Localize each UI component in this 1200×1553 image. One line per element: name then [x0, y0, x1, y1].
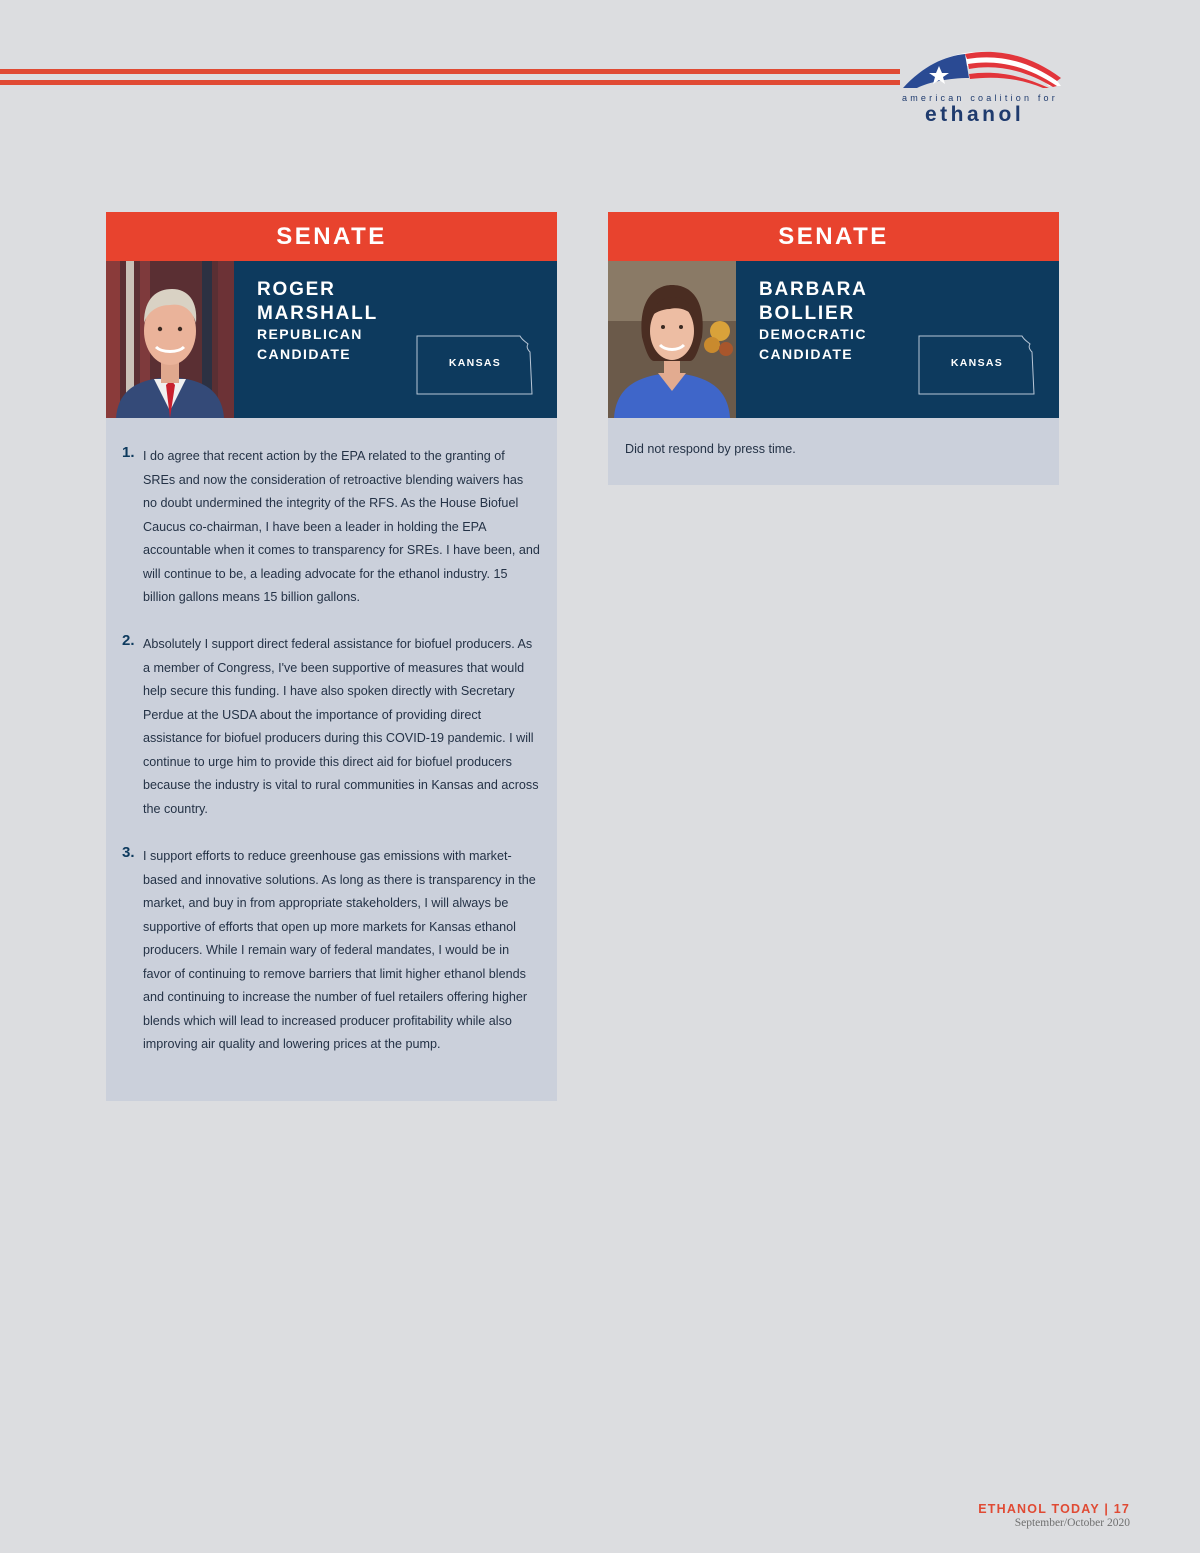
no-response-text: Did not respond by press time.	[625, 442, 796, 456]
candidate-party	[257, 324, 363, 364]
card-header: SENATE	[106, 212, 557, 261]
party-label: REPUBLICAN	[257, 326, 363, 342]
flag-icon	[899, 48, 1065, 92]
candidate-photo	[608, 261, 736, 418]
stripe	[0, 80, 900, 85]
state-outline	[416, 334, 534, 396]
logo-name: ethanol	[925, 103, 1025, 126]
answer-number: 2.	[122, 632, 135, 649]
ace-logo	[893, 48, 1065, 130]
candidate-band	[106, 261, 557, 418]
role-label: CANDIDATE	[257, 346, 352, 362]
candidate-first-name: ROGER	[257, 279, 336, 300]
candidate-band	[608, 261, 1059, 418]
answer-number: 1.	[122, 444, 135, 461]
candidate-name	[759, 278, 868, 326]
party-label: DEMOCRATIC	[759, 326, 867, 342]
candidate-card-bollier	[608, 212, 1059, 485]
role-label: CANDIDATE	[759, 346, 854, 362]
candidate-photo	[106, 261, 234, 418]
answer-number: 3.	[122, 844, 135, 861]
answer-text: I support efforts to reduce greenhouse gas emissions with market-based and innovative solutions. As long as there is transparency in the market, and buy in from appropriate stakeholders, I will always be supportive of efforts that open up more markets for Kansas ethanol producers. While I remain wary of federal mandates, I would be in favor of continuing to remove barriers that limit higher ethanol blends and continuing to increase the number of fuel retailers offering higher blends which will lead to increased producer profitability while also improving air quality and lowering prices at the pump.	[143, 849, 536, 1051]
logo-tagline: american coalition for	[902, 93, 1058, 103]
candidate-last-name: BOLLIER	[759, 303, 855, 324]
answers-panel	[106, 418, 557, 1101]
answer-text: I do agree that recent action by the EPA related to the granting of SREs and now the consideration of retroactive blending waivers has no doubt undermined the integrity of the RFS. As the House Biofuel Caucus co-chairman, I have been a leader in holding the EPA accountable when it comes to transparency for SREs. I have been, and will continue to be, a leading advocate for the ethanol industry. 15 billion gallons means 15 billion gallons.	[143, 449, 540, 604]
header-stripes	[0, 69, 900, 89]
candidate-last-name: MARSHALL	[257, 303, 378, 324]
footer-title: ETHANOL TODAY | 17	[978, 1502, 1130, 1516]
candidate-name	[257, 278, 378, 326]
state-label: KANSAS	[448, 357, 502, 369]
card-header: SENATE	[608, 212, 1059, 261]
page-footer	[978, 1502, 1130, 1529]
candidate-party	[759, 324, 867, 364]
footer-date: September/October 2020	[1014, 1517, 1130, 1529]
answer-text: Absolutely I support direct federal assistance for biofuel producers. As a member of Congress, I've been supportive of measures that would help secure this funding. I have also spoken directly with Secretary Perdue at the USDA about the importance of providing direct assistance for biofuel producers during this COVID-19 pandemic. I will continue to urge him to provide this direct aid for biofuel producers because the industry is vital to rural communities in Kansas and across the country.	[143, 637, 539, 816]
candidate-card-marshall	[106, 212, 557, 1101]
state-outline	[918, 334, 1036, 396]
candidate-first-name: BARBARA	[759, 279, 868, 300]
state-label: KANSAS	[950, 357, 1004, 369]
answers-panel	[608, 418, 1059, 485]
stripe	[0, 69, 900, 74]
